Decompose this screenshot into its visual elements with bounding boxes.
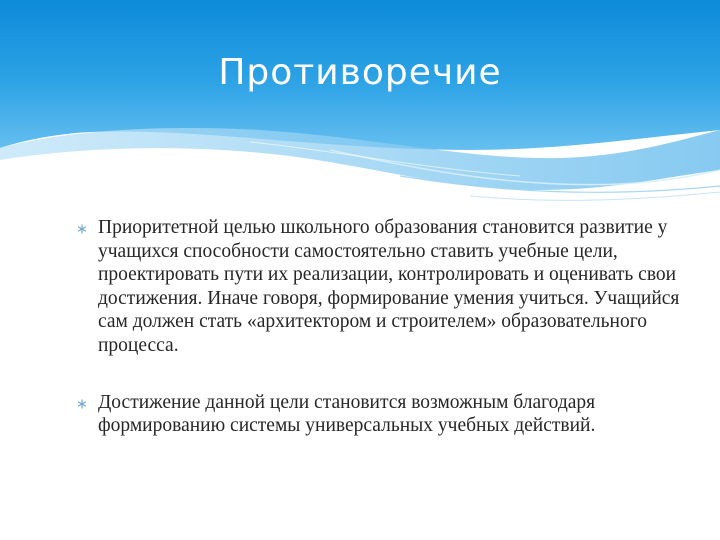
asterisk-bullet-icon (74, 391, 90, 415)
bullet-list (72, 216, 682, 438)
bullet-text: Достижение данной цели становится возможным благодаря формированию системы универсальных учебных действий. (98, 391, 596, 437)
bullet-item (72, 391, 682, 438)
bullet-item (72, 216, 682, 358)
header-wave-background (0, 0, 720, 230)
slide-title: Противоречие (218, 52, 502, 93)
bullet-text: Приоритетной целью школьного образования становится развитие у учащихся способности самостоятельно ставить учебные цели, проектировать пути их реализации, контролировать и оценивать свои достижения. Иначе говоря, формирование умения учиться. Учащийся сам должен стать «архитектором и строителем» образовательного процесса. (98, 217, 680, 356)
asterisk-bullet-icon (74, 216, 90, 240)
